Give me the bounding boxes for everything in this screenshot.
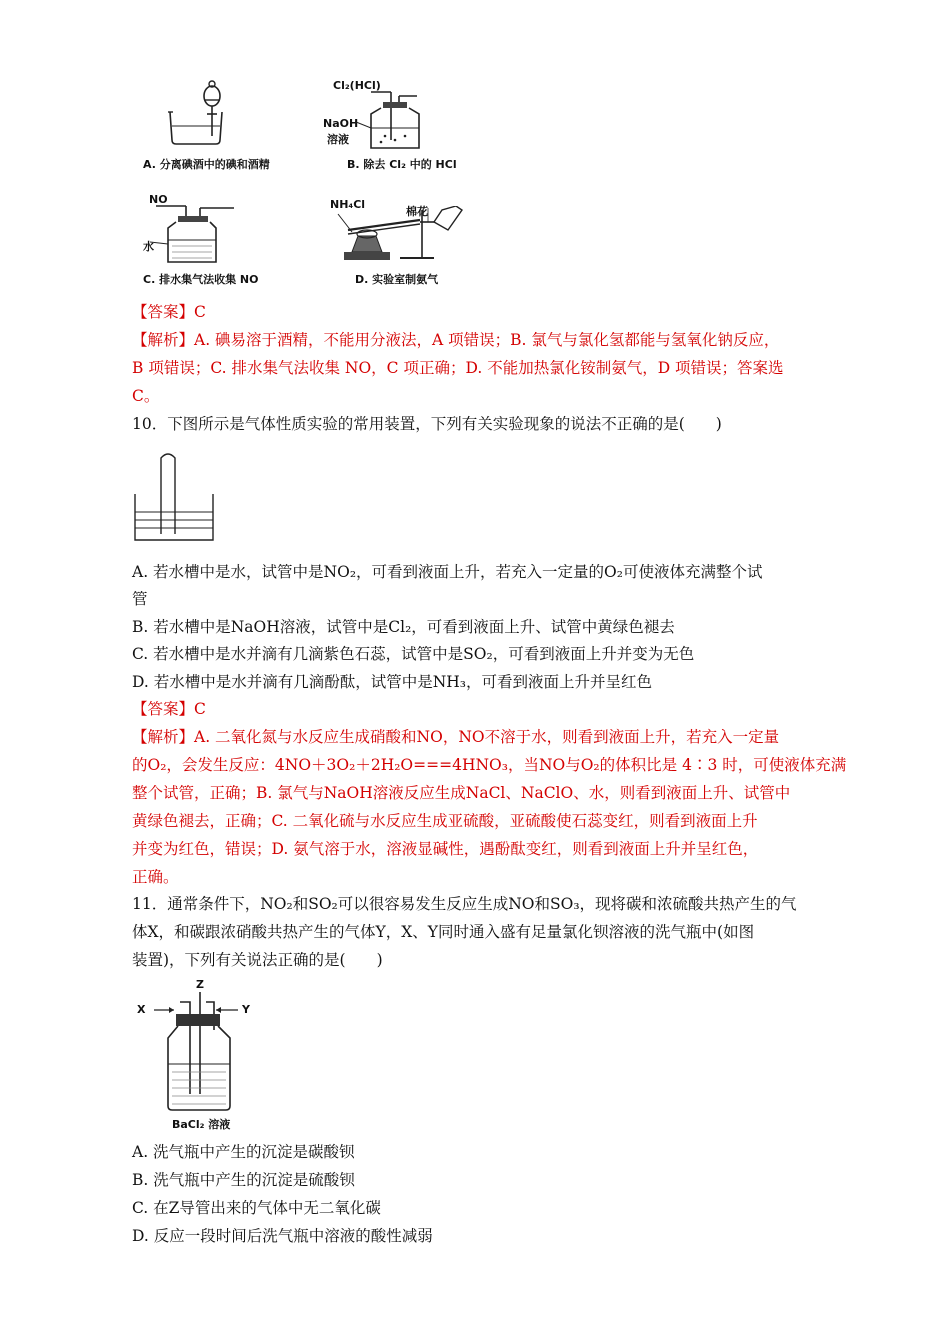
figure-d-ammonia-setup [330,206,470,264]
q11-option-b: B. 洗气瓶中产生的沉淀是硫酸钡 [132,1171,355,1189]
q10-analysis-line-4: 黄绿色褪去，正确；C. 二氧化硫与水反应生成亚硫酸，亚硫酸使石蕊变红，则看到液面上升 [132,812,758,830]
figure-b-naoh-label: NaOH [323,117,359,130]
q10-analysis-line-5: 并变为红色，错误；D. 氨气溶于水，溶液显碱性，遇酚酞变红，则看到液面上升并呈红色， [132,840,759,858]
q10-analysis-line-3: 整个试管，正确；B. 氯气与NaOH溶液反应生成NaCl、NaClO、水，则看到液面上升、试管中 [132,784,791,802]
gas-collection-diagram [150,198,240,268]
q11-stem-line-3: 装置)，下列有关说法正确的是( ) [132,951,383,969]
q10-stem: 10．下图所示是气体性质实验的常用装置，下列有关实验现象的说法不正确的是( ) [132,415,722,433]
figure-c-no-label: NO [149,193,168,206]
figure-b-wash-bottle [355,84,435,154]
q11-option-a: A. 洗气瓶中产生的沉淀是碳酸钡 [132,1143,355,1161]
figure-d-caption: D. 实验室制氨气 [355,273,439,286]
q9-answer: 【答案】C [132,303,206,321]
q11-figure-bottle-label: BaCl₂ 溶液 [172,1118,231,1131]
q10-option-a-line-2: 管 [132,590,148,608]
figure-d-cotton-label: 棉花 [406,205,428,218]
q9-analysis-line-1: 【解析】A. 碘易溶于酒精，不能用分液法，A 项错误；B. 氯气与氯化氢都能与氢氧化钠反应， [132,331,780,349]
bacl2-wash-bottle-diagram [150,990,240,1112]
wash-bottle-diagram [355,84,435,154]
q11-figure-y-label: Y [242,1003,250,1016]
figure-b-gas-label: Cl₂(HCl) [333,79,381,92]
q10-option-c: C. 若水槽中是水并滴有几滴紫色石蕊，试管中是SO₂，可看到液面上升并变为无色 [132,645,695,663]
figure-c-water-label: 水 [143,240,154,253]
q10-analysis-line-1: 【解析】A. 二氧化氮与水反应生成硝酸和NO，NO不溶于水，则看到液面上升，若充入一定量 [132,728,780,746]
q11-figure-x-label: X [137,1003,146,1016]
separatory-funnel-diagram [160,78,240,153]
figure-d-nh4cl-label: NH₄Cl [330,198,366,211]
q10-option-a-line-1: A. 若水槽中是水，试管中是NO₂，可看到液面上升，若充入一定量的O₂可使液体充满整个试 [132,563,763,581]
figure-b-solution-label: 溶液 [327,133,349,146]
q11-option-d: D. 反应一段时间后洗气瓶中溶液的酸性减弱 [132,1227,433,1245]
figure-a-caption: A. 分离碘酒中的碘和酒精 [143,158,270,171]
q10-analysis-line-6: 正确。 [132,868,179,886]
q11-figure-z-label: Z [196,978,204,991]
figure-a-separatory-funnel [160,78,240,153]
figure-c-caption: C. 排水集气法收集 NO [143,273,259,286]
q10-option-b: B. 若水槽中是NaOH溶液，试管中是Cl₂，可看到液面上升、试管中黄绿色褪去 [132,618,675,636]
q11-stem-line-2: 体X，和碳跟浓硝酸共热产生的气体Y，X、Y同时通入盛有足量氯化钡溶液的洗气瓶中(如图 [132,923,755,941]
test-tube-trough-diagram [130,448,220,543]
figure-b-caption: B. 除去 Cl₂ 中的 HCl [347,158,457,171]
q10-option-d: D. 若水槽中是水并滴有几滴酚酞，试管中是NH₃，可看到液面上升并呈红色 [132,673,653,691]
q10-answer: 【答案】C [132,700,206,718]
q9-analysis-line-3: C。 [132,387,160,405]
q10-analysis-line-2: 的O₂，会发生反应：4NO＋3O₂＋2H₂O===4HNO₃，当NO与O₂的体积比是 4∶3 时，可使液体充满 [132,756,847,774]
ammonia-setup-diagram [330,206,470,264]
figure-c-gas-collection [150,198,240,268]
q11-stem-line-1: 11．通常条件下，NO₂和SO₂可以很容易发生反应生成NO和SO₃，现将碳和浓硫酸共热产生的气 [132,895,797,913]
q11-figure-wash-bottle [150,990,240,1112]
q11-option-c: C. 在Z导管出来的气体中无二氧化碳 [132,1199,381,1217]
q10-figure-test-tube-trough [130,448,220,543]
q9-analysis-line-2: B 项错误；C. 排水集气法收集 NO，C 项正确；D. 不能加热氯化铵制氨气，D 项错误；答案选 [132,359,784,377]
